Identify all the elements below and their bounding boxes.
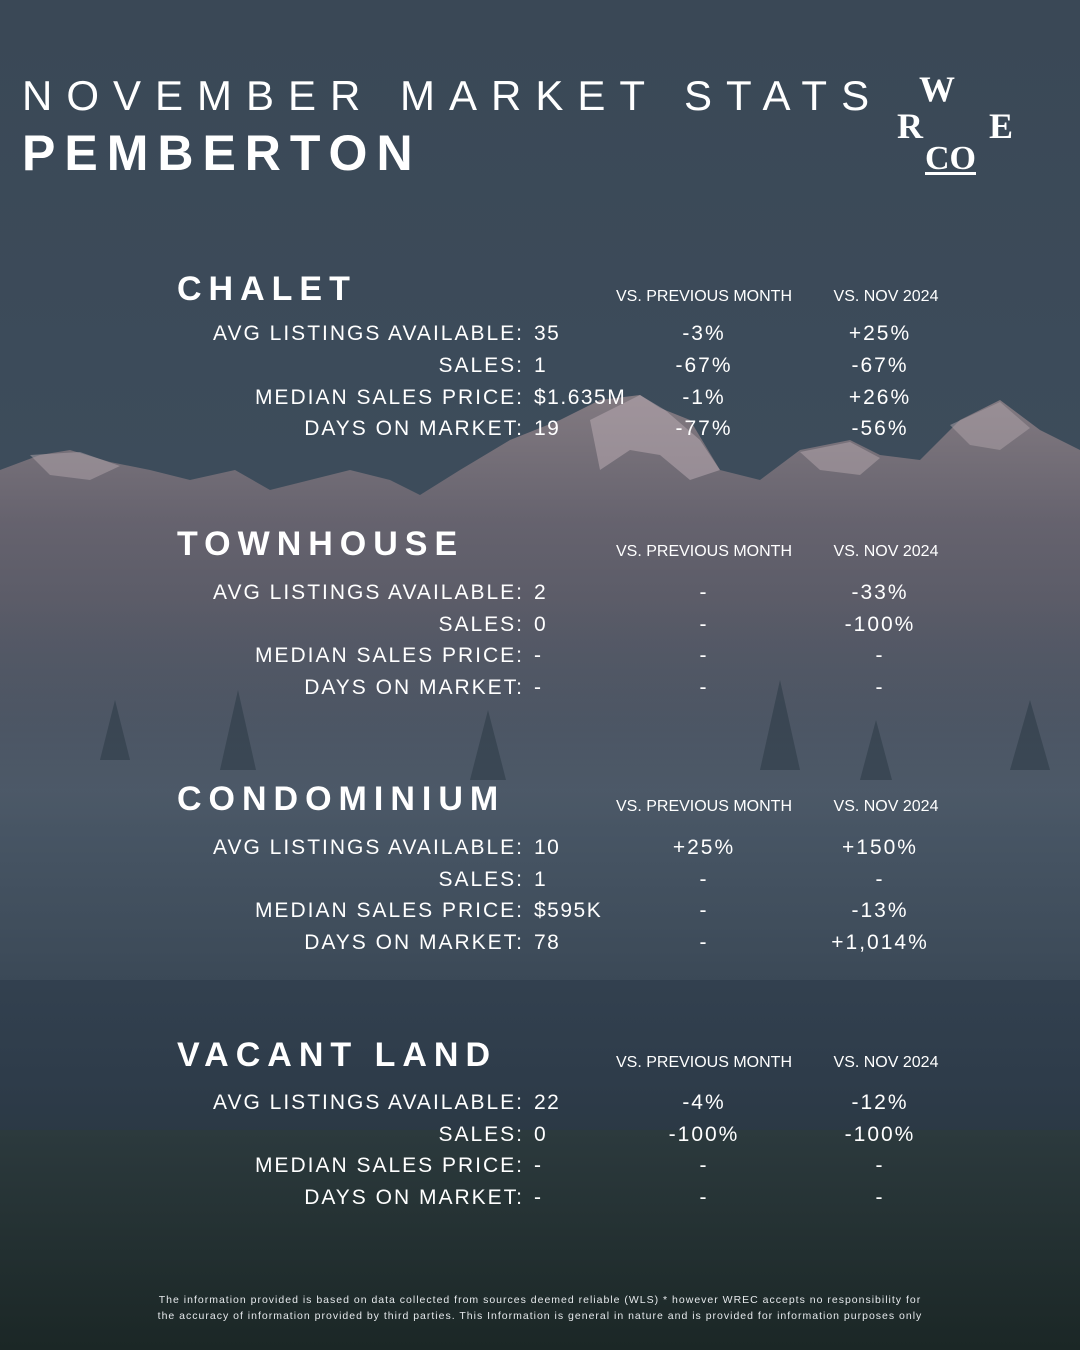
stat-value: 10 [534, 836, 561, 859]
stat-row [0, 1186, 1080, 1216]
column-header-year: VS. NOV 2024 [833, 798, 939, 815]
stat-row [0, 1154, 1080, 1184]
stat-prev-change: - [699, 899, 709, 922]
disclaimer [0, 1292, 1080, 1324]
section-title: TOWNHOUSE [177, 525, 465, 563]
stat-label: MEDIAN SALES PRICE: [254, 386, 524, 409]
section-condominium [0, 780, 1080, 980]
stat-year-change: +150% [842, 836, 918, 859]
stat-year-change: -33% [851, 581, 909, 604]
stat-value: $595K [534, 899, 603, 922]
stat-label: DAYS ON MARKET: [304, 417, 524, 440]
stat-label: AVG LISTINGS AVAILABLE: [213, 836, 524, 859]
stat-value: - [534, 676, 543, 699]
column-header-prev-month: VS. PREVIOUS MONTH [615, 798, 793, 815]
logo-letter-e: E [989, 106, 1014, 146]
stat-row [0, 322, 1080, 352]
stat-row [0, 417, 1080, 447]
stat-prev-change: -4% [682, 1091, 726, 1114]
stat-row [0, 354, 1080, 384]
stat-label: SALES: [438, 354, 524, 377]
stat-row [0, 868, 1080, 898]
stat-value: 1 [534, 354, 548, 377]
column-header-prev-month: VS. PREVIOUS MONTH [615, 543, 793, 560]
stat-row [0, 581, 1080, 611]
stat-row [0, 931, 1080, 961]
column-header-year: VS. NOV 2024 [833, 1054, 939, 1071]
stat-prev-change: -3% [682, 322, 726, 345]
stat-row [0, 836, 1080, 866]
stat-row [0, 1123, 1080, 1153]
stat-row [0, 644, 1080, 674]
stat-value: 22 [534, 1091, 561, 1114]
stat-year-change: - [875, 676, 885, 699]
stat-year-change: -100% [844, 1123, 916, 1146]
stat-label: AVG LISTINGS AVAILABLE: [213, 581, 524, 604]
stat-value: - [534, 1186, 543, 1209]
column-header-prev-month: VS. PREVIOUS MONTH [615, 1054, 793, 1071]
stat-year-change: - [875, 644, 885, 667]
stat-year-change: - [875, 1186, 885, 1209]
stat-year-change: +25% [848, 322, 912, 345]
column-header-year: VS. NOV 2024 [833, 288, 939, 305]
stat-label: SALES: [438, 868, 524, 891]
stat-prev-change: - [699, 644, 709, 667]
stat-prev-change: -100% [668, 1123, 740, 1146]
disclaimer-line-2: the accuracy of information provided by third parties. This Information is general in nature and is provided for information purposes only [157, 1310, 923, 1322]
stat-row [0, 613, 1080, 643]
stat-year-change: -12% [851, 1091, 909, 1114]
section-townhouse [0, 525, 1080, 725]
stat-label: MEDIAN SALES PRICE: [254, 1154, 524, 1177]
stat-value: 0 [534, 613, 548, 636]
stat-label: DAYS ON MARKET: [304, 931, 524, 954]
wreco-logo [895, 66, 1015, 182]
stat-row [0, 899, 1080, 929]
disclaimer-line-1: The information provided is based on data collected from sources deemed reliable (WLS) * however WREC accepts no responsibility for [158, 1294, 922, 1306]
stat-year-change: +26% [848, 386, 912, 409]
stat-year-change: -13% [851, 899, 909, 922]
stat-prev-change: +25% [672, 836, 736, 859]
stat-label: DAYS ON MARKET: [304, 1186, 524, 1209]
stat-prev-change: - [699, 1154, 709, 1177]
stat-year-change: -67% [851, 354, 909, 377]
stat-label: MEDIAN SALES PRICE: [254, 644, 524, 667]
stat-row [0, 676, 1080, 706]
stat-label: AVG LISTINGS AVAILABLE: [213, 322, 524, 345]
section-title: CHALET [177, 270, 357, 308]
stat-value: 19 [534, 417, 561, 440]
stat-prev-change: - [699, 676, 709, 699]
stat-label: DAYS ON MARKET: [304, 676, 524, 699]
stat-row [0, 386, 1080, 416]
stat-label: SALES: [438, 1123, 524, 1146]
column-header-year: VS. NOV 2024 [833, 543, 939, 560]
stat-value: 2 [534, 581, 548, 604]
stat-year-change: +1,014% [831, 931, 929, 954]
location-title: PEMBERTON [22, 125, 422, 181]
stat-value: 1 [534, 868, 548, 891]
stat-year-change: -56% [851, 417, 909, 440]
stat-value: - [534, 1154, 543, 1177]
logo-letters-co: CO [925, 140, 976, 177]
stat-prev-change: -67% [675, 354, 733, 377]
stat-label: MEDIAN SALES PRICE: [254, 899, 524, 922]
stat-prev-change: - [699, 613, 709, 636]
stat-value: 78 [534, 931, 561, 954]
stat-prev-change: - [699, 931, 709, 954]
section-title: CONDOMINIUM [177, 780, 506, 818]
stat-prev-change: -1% [682, 386, 726, 409]
stat-value: $1.635M [534, 386, 627, 409]
column-header-prev-month: VS. PREVIOUS MONTH [615, 288, 793, 305]
stat-prev-change: -77% [675, 417, 733, 440]
stat-prev-change: - [699, 868, 709, 891]
page-title: NOVEMBER MARKET STATS [22, 72, 884, 119]
logo-letter-w: W [919, 69, 955, 109]
stat-value: 0 [534, 1123, 548, 1146]
stat-year-change: - [875, 868, 885, 891]
stat-prev-change: - [699, 1186, 709, 1209]
stat-row [0, 1091, 1080, 1121]
section-title: VACANT LAND [177, 1036, 498, 1074]
stat-value: 35 [534, 322, 561, 345]
stat-value: - [534, 644, 543, 667]
stat-year-change: -100% [844, 613, 916, 636]
stat-prev-change: - [699, 581, 709, 604]
logo-letter-r: R [897, 106, 923, 146]
stat-label: SALES: [438, 613, 524, 636]
section-chalet [0, 270, 1080, 470]
section-vacant-land [0, 1036, 1080, 1236]
stat-label: AVG LISTINGS AVAILABLE: [213, 1091, 524, 1114]
stat-year-change: - [875, 1154, 885, 1177]
